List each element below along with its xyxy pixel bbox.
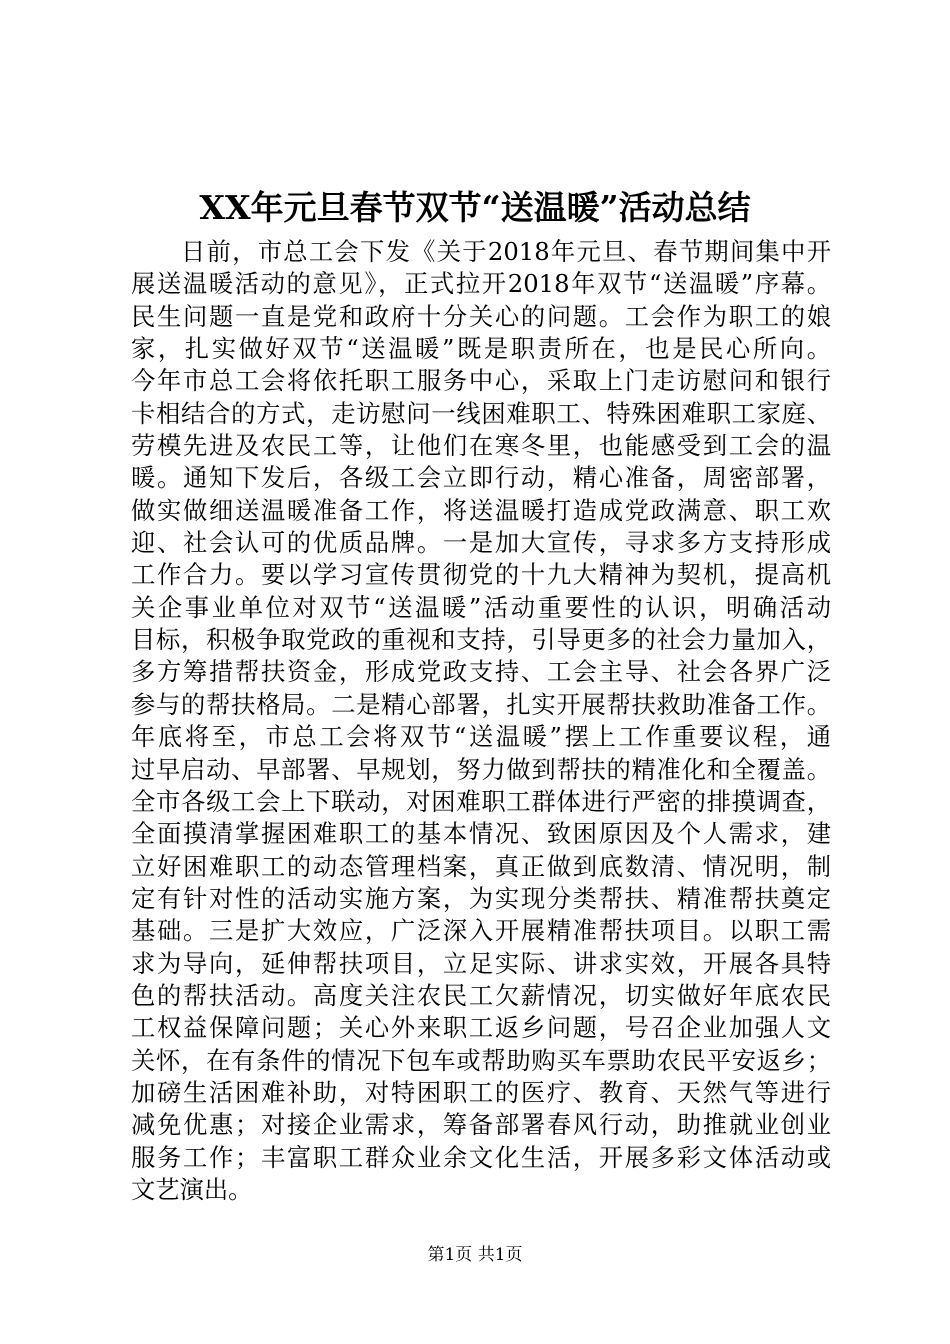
body-line: 全面摸清掌握困难职工的基本情况、致困原因及个人需求，建 [131, 819, 831, 849]
body-line: 工作合力。要以学习宣传贯彻党的十九大精神为契机，提高机 [131, 560, 831, 590]
body-line: 民生问题一直是党和政府十分关心的问题。工会作为职工的娘 [131, 301, 831, 331]
body-line: 多方筹措帮扶资金，形成党政支持、工会主导、社会各界广泛 [131, 657, 831, 687]
body-line: 参与的帮扶格局。二是精心部署，扎实开展帮扶救助准备工作。 [131, 689, 831, 719]
body-line: 全市各级工会上下联动，对困难职工群体进行严密的排摸调查， [131, 786, 831, 816]
body-line: 基础。三是扩大效应，广泛深入开展精准帮扶项目。以职工需 [131, 916, 831, 946]
body-line: 求为导向，延伸帮扶项目，立足实际、讲求实效，开展各具特 [131, 948, 831, 978]
document-title: XX年元旦春节双节“送温暖”活动总结 [199, 188, 751, 227]
document-body [131, 236, 831, 1206]
body-line: 关企事业单位对双节“送温暖”活动重要性的认识，明确活动 [131, 592, 831, 622]
body-line: 日前，市总工会下发《关于2018年元旦、春节期间集中开 [181, 237, 831, 266]
body-line: 定有针对性的活动实施方案，为实现分类帮扶、精准帮扶奠定 [131, 883, 831, 913]
body-line: 暖。通知下发后，各级工会立即行动，精心准备，周密部署， [131, 463, 831, 493]
body-line: 色的帮扶活动。高度关注农民工欠薪情况，切实做好年底农民 [131, 980, 831, 1010]
body-line: 减免优惠；对接企业需求，筹备部署春风行动，助推就业创业 [131, 1110, 831, 1140]
page-footer: 第1页 共1页 [427, 1245, 523, 1265]
body-line: 工权益保障问题；关心外来职工返乡问题，号召企业加强人文 [131, 1013, 831, 1043]
body-line: 做实做细送温暖准备工作，将送温暖打造成党政满意、职工欢 [131, 495, 831, 525]
body-line: 立好困难职工的动态管理档案，真正做到底数清、情况明，制 [131, 851, 831, 881]
body-line: 过早启动、早部署、早规划，努力做到帮扶的精准化和全覆盖。 [131, 754, 831, 784]
body-line: 服务工作；丰富职工群众业余文化生活，开展多彩文体活动或 [131, 1142, 831, 1172]
body-line: 展送温暖活动的意见》，正式拉开2018年双节“送温暖”序幕。 [131, 269, 831, 299]
body-line: 文艺演出。 [131, 1174, 253, 1204]
body-line: 卡相结合的方式，走访慰问一线困难职工、特殊困难职工家庭、 [131, 398, 831, 428]
body-line: 目标，积极争取党政的重视和支持，引导更多的社会力量加入， [131, 625, 831, 655]
body-line: 加磅生活困难补助，对特困职工的医疗、教育、天然气等进行 [131, 1077, 831, 1107]
body-line: 家，扎实做好双节“送温暖”既是职责所在，也是民心所向。 [131, 334, 831, 364]
body-line: 迎、社会认可的优质品牌。一是加大宣传，寻求多方支持形成 [131, 528, 831, 558]
body-line: 今年市总工会将依托职工服务中心，采取上门走访慰问和银行 [131, 366, 831, 396]
body-line: 年底将至，市总工会将双节“送温暖”摆上工作重要议程，通 [131, 722, 831, 752]
body-line: 劳模先进及农民工等，让他们在寒冬里，也能感受到工会的温 [131, 431, 831, 461]
body-line: 关怀，在有条件的情况下包车或帮助购买车票助农民平安返乡； [131, 1045, 831, 1075]
